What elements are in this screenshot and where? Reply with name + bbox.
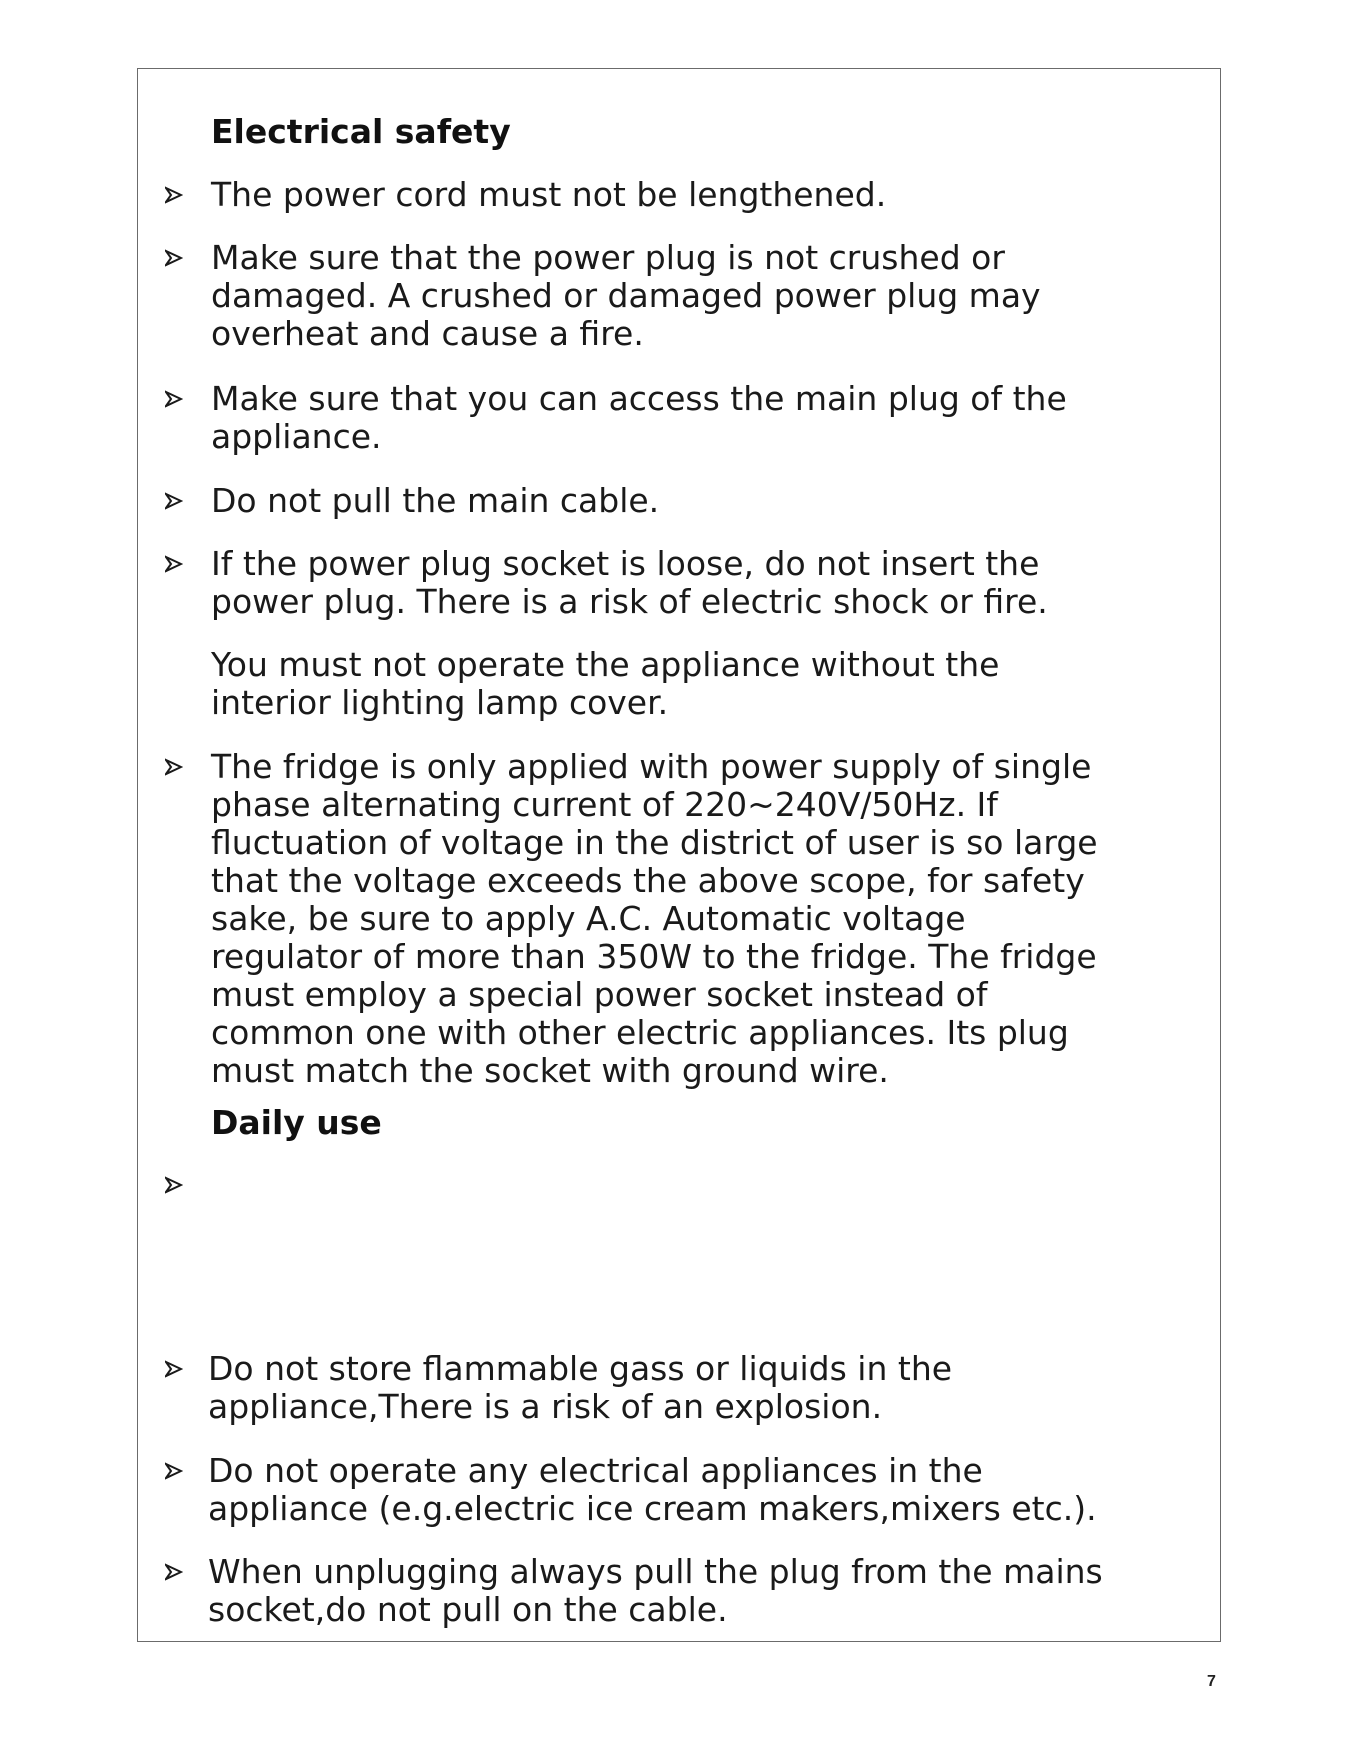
electrical-note-line-2: interior lighting lamp cover. (211, 683, 669, 722)
power-supply-line-3: fluctuation of voltage in the district of user is so large (211, 823, 1098, 862)
arrowhead-bullet-icon (165, 1176, 183, 1194)
arrowhead-bullet-icon (165, 249, 183, 267)
power-supply-line-5: sake, be sure to apply A.C. Automatic voltage (211, 899, 966, 938)
electrical-item-5-line-1: If the power plug socket is loose, do not insert the (211, 544, 1040, 583)
electrical-item-3-line-2: appliance. (211, 417, 382, 456)
arrowhead-bullet-icon (165, 555, 183, 573)
electrical-item-4-line-1: Do not pull the main cable. (211, 481, 660, 520)
daily-item-1-line-1: Do not store flammable gass or liquids in the (208, 1349, 953, 1388)
power-supply-line-7: must employ a special power socket instead of (211, 975, 988, 1014)
arrowhead-bullet-icon (165, 758, 183, 776)
daily-item-2-line-2: appliance (e.g.electric ice cream makers,mixers etc.). (208, 1489, 1097, 1528)
section-heading-electrical-safety: Electrical safety (211, 112, 511, 151)
power-supply-line-2: phase alternating current of 220~240V/50Hz. If (211, 785, 998, 824)
electrical-item-1-line-1: The power cord must not be lengthened. (211, 175, 887, 214)
page-number: 7 (1207, 1673, 1216, 1690)
daily-item-3-line-2: socket,do not pull on the cable. (208, 1590, 728, 1629)
electrical-item-2-line-1: Make sure that the power plug is not crushed or (211, 238, 1005, 277)
arrowhead-bullet-icon (165, 492, 183, 510)
electrical-note-line-1: You must not operate the appliance without the (211, 645, 1000, 684)
electrical-item-2-line-3: overheat and cause a fire. (211, 314, 644, 353)
arrowhead-bullet-icon (165, 1462, 183, 1480)
daily-item-2-line-1: Do not operate any electrical appliances in the (208, 1451, 983, 1490)
arrowhead-bullet-icon (165, 1360, 183, 1378)
daily-item-3-line-1: When unplugging always pull the plug from the mains (208, 1552, 1103, 1591)
power-supply-line-1: The fridge is only applied with power supply of single (211, 747, 1092, 786)
arrowhead-bullet-icon (165, 186, 183, 204)
daily-item-1-line-2: appliance,There is a risk of an explosion. (208, 1387, 883, 1426)
electrical-item-2-line-2: damaged. A crushed or damaged power plug may (211, 276, 1041, 315)
power-supply-line-9: must match the socket with ground wire. (211, 1051, 889, 1090)
electrical-item-5-line-2: power plug. There is a risk of electric shock or fire. (211, 582, 1048, 621)
power-supply-line-4: that the voltage exceeds the above scope, for safety (211, 861, 1085, 900)
power-supply-line-6: regulator of more than 350W to the fridge. The fridge (211, 937, 1097, 976)
arrowhead-bullet-icon (165, 390, 183, 408)
section-heading-daily-use: Daily use (211, 1103, 382, 1142)
power-supply-line-8: common one with other electric appliances. Its plug (211, 1013, 1069, 1052)
arrowhead-bullet-icon (165, 1563, 183, 1581)
electrical-item-3-line-1: Make sure that you can access the main plug of the (211, 379, 1067, 418)
